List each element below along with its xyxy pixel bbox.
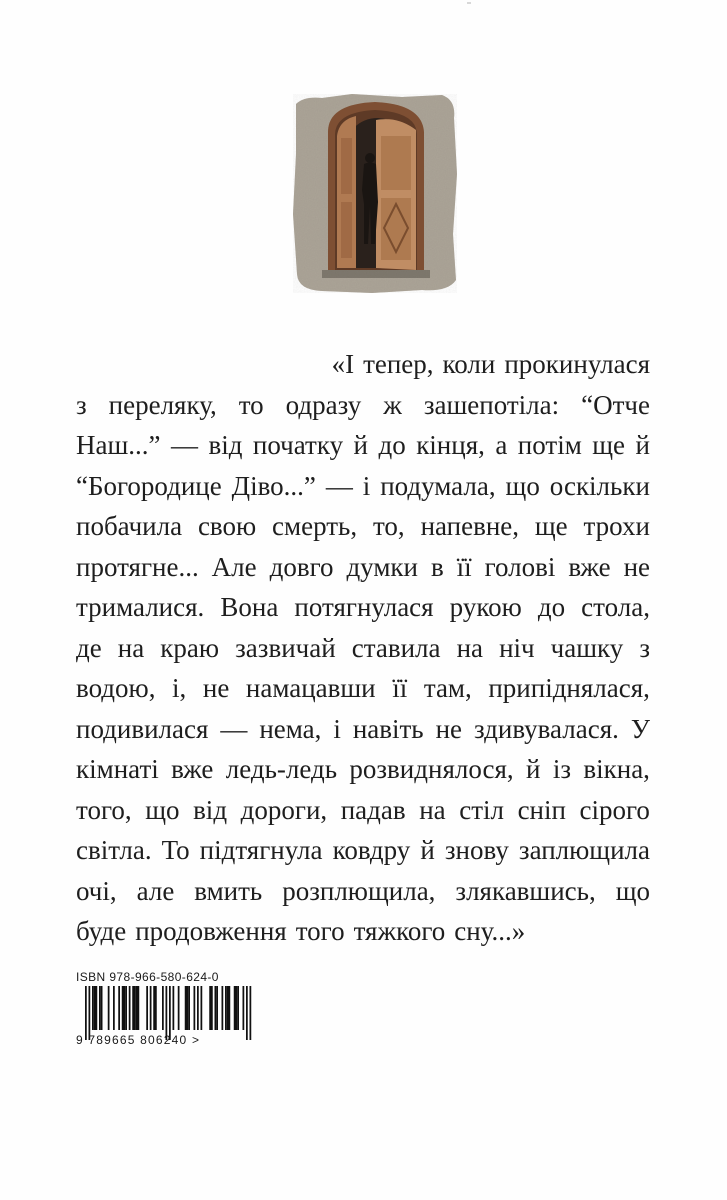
barcode-bar <box>89 986 91 1040</box>
barcode-bar <box>225 986 227 1030</box>
barcode-bar <box>155 986 157 1030</box>
quote-word: свою <box>197 511 257 541</box>
isbn-label: ISBN 978-966-580-624-0 <box>76 970 219 984</box>
quote-word: То <box>161 835 190 865</box>
quote-word: й <box>353 430 368 460</box>
barcode-bar <box>237 986 239 1030</box>
quote-line <box>76 587 650 628</box>
quote-word: а <box>495 430 508 460</box>
quote-word: оскільки <box>549 470 650 501</box>
quote-word: де <box>76 632 102 663</box>
quote-line <box>76 425 650 466</box>
quote-word: із <box>552 754 572 784</box>
barcode-bar <box>201 986 203 1030</box>
quote-word: з <box>76 389 87 420</box>
quote-word: вмить <box>194 875 263 906</box>
quote-word: переляку, <box>108 389 217 420</box>
quote-word: ж <box>383 389 402 420</box>
barcode-bar <box>215 986 217 1030</box>
quote-word: що <box>145 794 180 825</box>
quote-word: до <box>537 592 566 622</box>
quote-word: на <box>117 632 145 663</box>
quote-word: краю <box>160 632 220 663</box>
quote-word: кінця, <box>416 430 485 460</box>
quote-word: сніп <box>517 794 566 825</box>
quote-word: — <box>325 470 353 501</box>
barcode-bar <box>236 986 238 1030</box>
quote-word: на <box>456 632 483 663</box>
quote-word: подивилася <box>76 713 209 744</box>
quote-line <box>76 506 650 547</box>
barcode-bar <box>85 986 87 1040</box>
barcode-bar <box>134 986 136 1030</box>
quote-word: до <box>378 430 406 460</box>
quote-word: того, <box>76 794 132 825</box>
quote-word: не <box>623 551 650 582</box>
barcode-bar <box>138 986 140 1030</box>
quote-word: від <box>193 794 228 825</box>
quote-word: здивувалася. <box>473 713 619 744</box>
quote-word: кімнаті <box>76 754 159 784</box>
quote-word: сну...» <box>454 916 526 946</box>
quote-word: Але <box>211 551 257 582</box>
quote-word: ще <box>592 430 626 460</box>
quote-line <box>76 668 650 709</box>
barcode-bar <box>129 986 131 1030</box>
quote-word: підтягнула <box>199 835 323 865</box>
barcode-bar <box>96 986 98 1030</box>
quote-word: не <box>435 713 463 744</box>
quote-word: зашепотіла: <box>423 389 560 420</box>
barcode-bar <box>113 986 115 1030</box>
quote-word: то, <box>372 511 405 541</box>
quote-line <box>76 385 650 426</box>
quote-word: рукою <box>449 592 522 622</box>
quote-word: початку <box>252 430 344 460</box>
quote-word: що <box>615 875 650 906</box>
barcode-bar <box>162 986 164 1030</box>
quote-word: розплющила, <box>282 875 436 906</box>
quote-word: «І <box>331 349 355 379</box>
quote-word: ніч <box>499 632 535 663</box>
barcode-bar <box>173 986 175 1030</box>
quote-word: ледь-ледь <box>225 754 338 784</box>
quote-word: і <box>362 470 371 501</box>
quote-word: нема, <box>259 713 322 744</box>
barcode-bar <box>153 986 155 1030</box>
quote-line <box>76 871 650 912</box>
barcode-bar <box>188 986 190 1030</box>
quote-word: коли <box>442 349 496 379</box>
print-speck <box>467 2 471 4</box>
quote-word: знову <box>444 835 509 865</box>
quote-word: одразу <box>285 389 362 420</box>
quote-word: й <box>526 754 541 784</box>
barcode-bar <box>118 986 120 1030</box>
quote-word: — <box>220 713 248 744</box>
quote-word: У <box>630 713 650 744</box>
barcode-bar <box>216 986 218 1030</box>
barcode-bar <box>122 986 124 1030</box>
quote-word: заплющила <box>518 835 650 865</box>
quote-word: чашку <box>550 632 624 663</box>
barcode-bar <box>209 986 211 1030</box>
quote-word: і, <box>172 673 187 703</box>
quote-word: й <box>635 430 650 460</box>
quote-word: буде <box>76 916 127 946</box>
quote-paragraph <box>76 344 650 952</box>
quote-word: її <box>456 551 472 582</box>
quote-word: й <box>420 835 435 865</box>
quote-word: то <box>238 389 264 420</box>
quote-word: очі, <box>76 875 117 906</box>
quote-word: зазвичай <box>235 632 336 663</box>
quote-line <box>76 830 650 871</box>
barcode-bar <box>150 986 152 1030</box>
quote-excerpt <box>76 344 650 952</box>
barcode-bar <box>211 986 213 1030</box>
quote-word: стіл <box>459 794 504 825</box>
quote-word: але <box>136 875 175 906</box>
quote-word: Вона <box>220 592 279 622</box>
barcode-bar <box>124 986 126 1030</box>
quote-word: світла. <box>76 835 152 865</box>
barcode-bar <box>92 986 94 1030</box>
quote-word: трохи <box>583 511 650 541</box>
quote-word: побачила <box>76 511 183 541</box>
barcode-bar <box>178 986 180 1030</box>
quote-word: потім <box>517 430 582 460</box>
quote-word: довго <box>269 551 334 582</box>
quote-word: на <box>419 794 446 825</box>
barcode-bar <box>194 986 196 1030</box>
quote-word: Наш...” <box>76 430 161 460</box>
doorway-illustration-icon <box>292 94 458 294</box>
quote-word: протягне... <box>76 551 199 582</box>
quote-word: того <box>295 916 345 946</box>
barcode-bar <box>146 986 148 1030</box>
quote-word: сірого <box>579 794 650 825</box>
quote-word: ще <box>534 511 568 541</box>
barcode-bar <box>229 986 231 1030</box>
quote-line <box>76 466 650 507</box>
quote-word: тяжкого <box>353 916 446 946</box>
quote-word: від <box>208 430 243 460</box>
quote-word: там, <box>423 673 472 703</box>
barcode-bar <box>108 986 110 1030</box>
barcode-bar <box>227 986 229 1030</box>
barcode-bar <box>166 986 168 1040</box>
barcode-bar <box>197 986 199 1030</box>
barcode-bar <box>136 986 138 1030</box>
quote-word: — <box>170 430 198 460</box>
quote-word: голові <box>484 551 556 582</box>
quote-word: трималися. <box>76 592 205 622</box>
barcode-bar <box>187 986 189 1030</box>
quote-line <box>76 790 650 831</box>
quote-word: напевне, <box>420 511 520 541</box>
quote-word: її <box>392 673 408 703</box>
barcode-bar <box>246 986 248 1040</box>
quote-word: і <box>333 713 341 744</box>
quote-word: дороги, <box>240 794 328 825</box>
barcode-bar <box>169 986 171 1040</box>
quote-word: падав <box>340 794 406 825</box>
quote-word: “Богородице <box>76 470 222 501</box>
barcode-bar <box>132 986 134 1030</box>
barcode-bar <box>185 986 187 1030</box>
quote-word: припіднялася, <box>488 673 650 703</box>
quote-word: з <box>639 632 650 663</box>
barcode-bar <box>250 986 252 1040</box>
quote-line <box>76 628 650 669</box>
quote-word: стола, <box>581 592 650 622</box>
quote-word: розвиднялося, <box>349 754 514 784</box>
quote-word: думки <box>346 551 418 582</box>
quote-word: прокинулася <box>504 349 650 379</box>
quote-word: тепер, <box>363 349 434 379</box>
barcode-bar <box>99 986 101 1030</box>
quote-line <box>76 749 650 790</box>
barcode-bar <box>125 986 127 1030</box>
quote-word: водою, <box>76 673 156 703</box>
quote-word: в <box>430 551 444 582</box>
quote-word: не <box>202 673 230 703</box>
quote-word: ставила <box>351 632 441 663</box>
barcode-digits: 9 789665 806240 > <box>76 1033 201 1047</box>
quote-line <box>76 344 650 385</box>
quote-word: смерть, <box>272 511 358 541</box>
barcode-bar <box>94 986 96 1030</box>
quote-word: вікна, <box>583 754 650 784</box>
quote-word: ковдру <box>332 835 411 865</box>
quote-word: продовження <box>135 916 287 946</box>
quote-word: що <box>505 470 540 501</box>
quote-word: вже <box>568 551 611 582</box>
quote-line <box>76 709 650 750</box>
quote-word: Діво...” <box>231 470 316 501</box>
quote-word: “Отче <box>581 389 650 420</box>
barcode-bar <box>222 986 224 1030</box>
quote-word: потягнулася <box>294 592 434 622</box>
quote-word: злякавшись, <box>455 875 596 906</box>
barcode-bar <box>101 986 103 1030</box>
quote-word: намацавши <box>245 673 376 703</box>
quote-word: вже <box>171 754 214 784</box>
quote-line <box>76 547 650 588</box>
barcode-bar <box>243 986 245 1030</box>
quote-word: навіть <box>352 713 424 744</box>
quote-line <box>76 911 650 952</box>
quote-word: подумала, <box>380 470 496 501</box>
barcode-bar <box>234 986 236 1030</box>
